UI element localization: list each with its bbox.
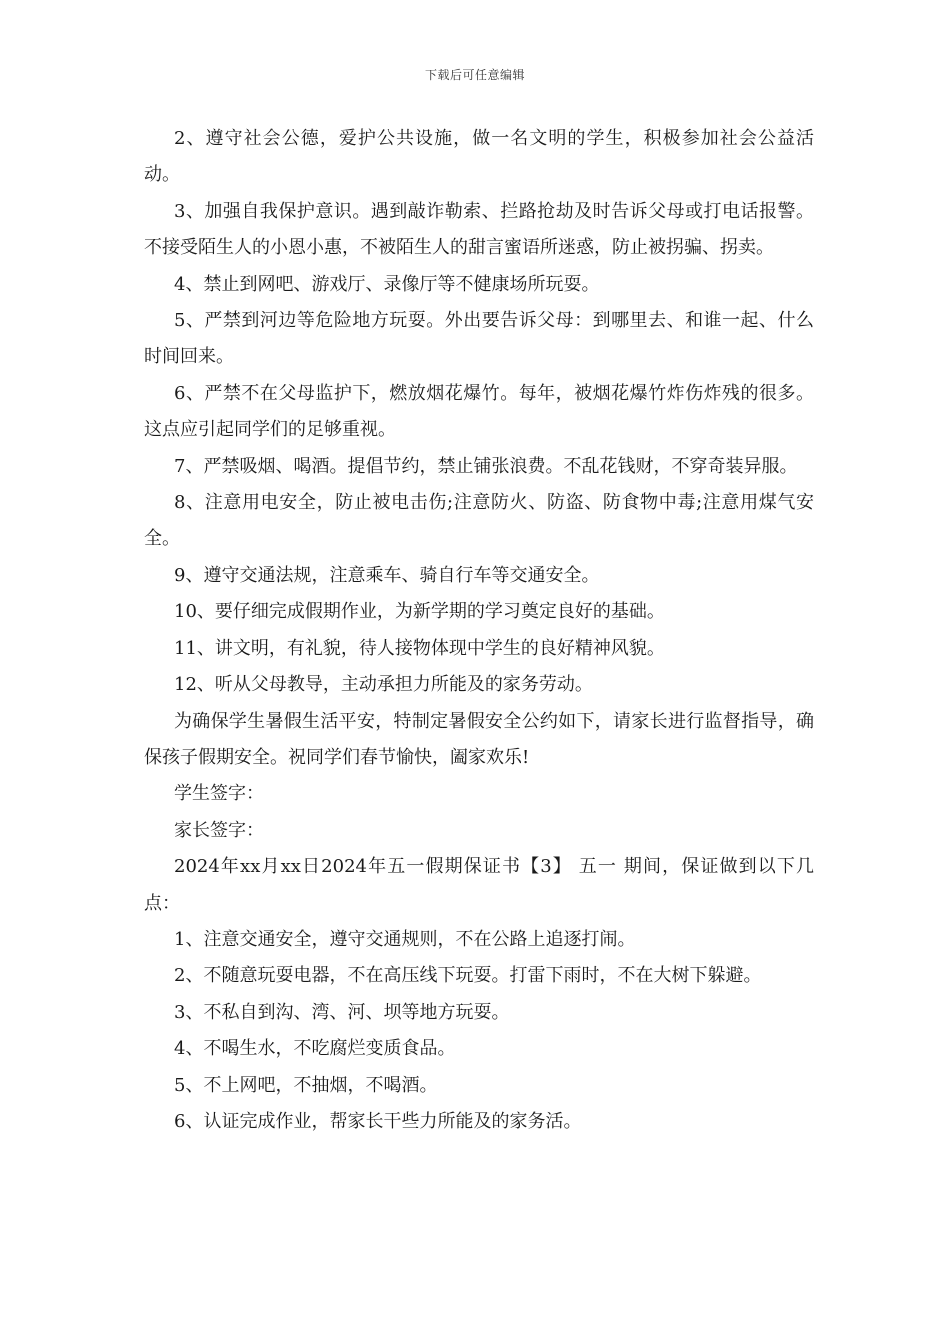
pledge-item-3: 3、不私自到沟、湾、河、坝等地方玩耍。 bbox=[174, 1001, 510, 1023]
document-body bbox=[144, 121, 814, 1140]
paragraph-rule-8: 8、注意用电安全，防止被电击伤;注意防火、防盗、防食物中毒;注意用煤气安全。 bbox=[144, 492, 814, 550]
paragraph-rule-9: 9、遵守交通法规，注意乘车、骑自行车等交通安全。 bbox=[174, 564, 600, 586]
paragraph-rule-10: 10、要仔细完成假期作业，为新学期的学习奠定良好的基础。 bbox=[174, 601, 665, 623]
pledge-item-4: 4、不喝生水，不吃腐烂变质食品。 bbox=[174, 1038, 456, 1060]
pledge-item-5: 5、不上网吧，不抽烟，不喝酒。 bbox=[174, 1074, 438, 1096]
page-header: 下载后可任意编辑 bbox=[424, 68, 525, 82]
paragraph-rule-4: 4、禁止到网吧、游戏厅、录像厅等不健康场所玩耍。 bbox=[174, 273, 600, 295]
paragraph-rule-6: 6、严禁不在父母监护下，燃放烟花爆竹。每年，被烟花爆竹炸伤炸残的很多。这点应引起同学们的足够重视。 bbox=[144, 382, 814, 441]
paragraph-rule-5: 5、严禁到河边等危险地方玩耍。外出要告诉父母：到哪里去、和谁一起、什么时间回来。 bbox=[144, 310, 814, 368]
paragraph-rule-2: 2、遵守社会公德，爱护公共设施，做一名文明的学生，积极参加社会公益活动。 bbox=[144, 128, 814, 186]
paragraph-date-and-pledge-title: 2024年xx月xx日2024年五一假期保证书【3】 五一 期间，保证做到以下几点： bbox=[144, 856, 814, 914]
pledge-item-1: 1、注意交通安全，遵守交通规则，不在公路上追逐打闹。 bbox=[174, 928, 636, 950]
paragraph-rule-11: 11、讲文明，有礼貌，待人接物体现中学生的良好精神风貌。 bbox=[174, 637, 665, 659]
student-signature-line: 学生签字： bbox=[174, 783, 264, 805]
paragraph-rule-3: 3、加强自我保护意识。遇到敲诈勒索、拦路抢劫及时告诉父母或打电话报警。不接受陌生人的小恩小惠，不被陌生人的甜言蜜语所迷惑，防止被拐骗、拐卖。 bbox=[144, 200, 814, 259]
paragraph-rule-12: 12、听从父母教导，主动承担力所能及的家务劳动。 bbox=[174, 674, 593, 696]
paragraph-rule-7: 7、严禁吸烟、喝酒。提倡节约，禁止铺张浪费。不乱花钱财，不穿奇装异服。 bbox=[174, 455, 798, 477]
paragraph-summary: 为确保学生暑假生活平安，特制定暑假安全公约如下，请家长进行监督指导，确保孩子假期安全。祝同学们春节愉快，阖家欢乐! bbox=[144, 710, 814, 768]
parent-signature-line: 家长签字： bbox=[174, 819, 264, 841]
pledge-item-6: 6、认证完成作业，帮家长干些力所能及的家务活。 bbox=[174, 1110, 582, 1132]
pledge-item-2: 2、不随意玩耍电器，不在高压线下玩耍。打雷下雨时，不在大树下躲避。 bbox=[174, 965, 762, 987]
